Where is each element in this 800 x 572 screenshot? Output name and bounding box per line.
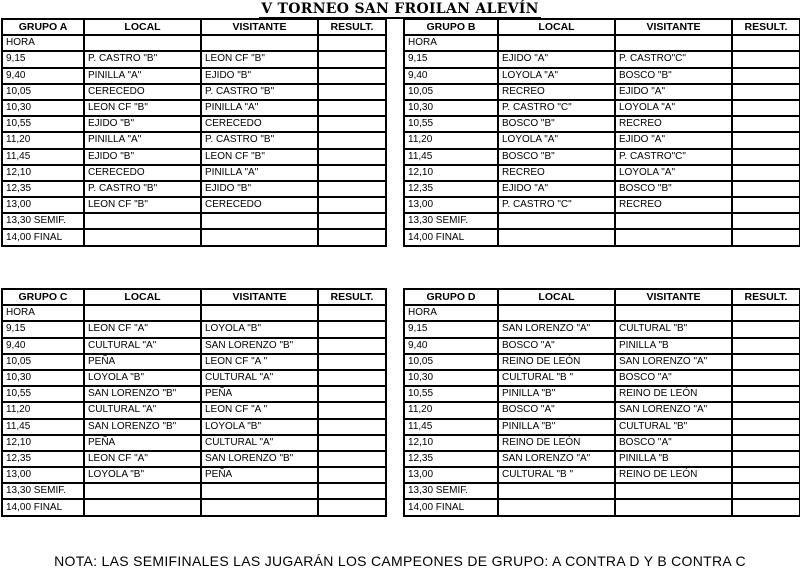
cell-hour: 14,00 FINAL xyxy=(2,499,84,515)
cell-local: SAN LORENZO "B" xyxy=(84,419,201,435)
cell-hour: HORA xyxy=(2,35,84,51)
table-header-row xyxy=(404,289,800,305)
cell-visitor: LOYOLA "A" xyxy=(615,165,732,181)
cell-result[interactable] xyxy=(318,483,386,499)
cell-result[interactable] xyxy=(732,84,800,100)
cell-visitor: LEON CF "B" xyxy=(201,51,318,67)
cell-result[interactable] xyxy=(318,370,386,386)
header-hour: GRUPO B xyxy=(404,19,498,35)
cell-result[interactable] xyxy=(318,149,386,165)
cell-result[interactable] xyxy=(732,402,800,418)
cell-local: BOSCO "A" xyxy=(498,402,615,418)
cell-visitor: EJIDO "B" xyxy=(201,68,318,84)
cell-visitor: PINILLA "B xyxy=(615,338,732,354)
cell-visitor: P. CASTRO"C" xyxy=(615,149,732,165)
cell-local: SAN LORENZO "A" xyxy=(498,321,615,337)
header-result: RESULT. xyxy=(318,19,386,35)
cell-hour: 13,00 xyxy=(404,467,498,483)
cell-hour: 13,30 SEMIF. xyxy=(2,483,84,499)
cell-visitor: CULTURAL "B" xyxy=(615,419,732,435)
cell-visitor xyxy=(615,213,732,229)
cell-hour: HORA xyxy=(404,305,498,321)
cell-result[interactable] xyxy=(318,229,386,245)
table-row xyxy=(2,435,386,451)
table-row xyxy=(2,402,386,418)
cell-hour: 11,20 xyxy=(2,132,84,148)
table-row xyxy=(404,181,800,197)
cell-result[interactable] xyxy=(732,149,800,165)
table-row xyxy=(2,181,386,197)
header-hour: GRUPO A xyxy=(2,19,84,35)
cell-local xyxy=(84,499,201,515)
cell-result[interactable] xyxy=(732,197,800,213)
group-c-table xyxy=(1,288,387,517)
table-row xyxy=(2,386,386,402)
cell-hour: 9,40 xyxy=(2,338,84,354)
group-b-table xyxy=(403,18,800,247)
cell-visitor: PINILLA "A" xyxy=(201,100,318,116)
cell-result[interactable] xyxy=(318,435,386,451)
cell-hour: 11,45 xyxy=(2,149,84,165)
cell-local: CERECEDO xyxy=(84,84,201,100)
cell-result[interactable] xyxy=(318,338,386,354)
cell-local: CULTURAL "B " xyxy=(498,370,615,386)
table-row xyxy=(2,499,386,515)
cell-local xyxy=(498,35,615,51)
cell-hour: 9,15 xyxy=(404,321,498,337)
header-local: LOCAL xyxy=(498,19,615,35)
cell-visitor xyxy=(201,499,318,515)
table-row xyxy=(404,467,800,483)
cell-visitor: RECREO xyxy=(615,197,732,213)
cell-result[interactable] xyxy=(732,435,800,451)
table-row xyxy=(404,197,800,213)
cell-visitor: LEON CF "A " xyxy=(201,402,318,418)
cell-visitor: EJIDO "A" xyxy=(615,132,732,148)
document-title-bar xyxy=(0,0,800,17)
cell-result[interactable] xyxy=(318,321,386,337)
cell-result[interactable] xyxy=(318,165,386,181)
table-row xyxy=(2,321,386,337)
header-local: LOCAL xyxy=(498,289,615,305)
table-row xyxy=(404,499,800,515)
cell-result[interactable] xyxy=(732,132,800,148)
table-row xyxy=(404,435,800,451)
table-row xyxy=(404,100,800,116)
table-row xyxy=(2,165,386,181)
cell-result[interactable] xyxy=(318,197,386,213)
group-d-table xyxy=(403,288,800,517)
cell-result[interactable] xyxy=(732,370,800,386)
table-row xyxy=(2,149,386,165)
table-row xyxy=(404,483,800,499)
table-row xyxy=(404,229,800,245)
cell-local xyxy=(84,35,201,51)
cell-visitor: BOSCO "A" xyxy=(615,370,732,386)
cell-visitor xyxy=(201,229,318,245)
table-row xyxy=(2,305,386,321)
cell-result[interactable] xyxy=(732,68,800,84)
cell-hour: 12,35 xyxy=(404,451,498,467)
cell-result[interactable] xyxy=(732,305,800,321)
table-row xyxy=(2,84,386,100)
semifinal-note: NOTA: LAS SEMIFINALES LAS JUGARÁN LOS CAMPEONES DE GRUPO: A CONTRA D Y B CONTRA C xyxy=(54,553,746,569)
cell-result[interactable] xyxy=(732,467,800,483)
cell-visitor: REINO DE LEÓN xyxy=(615,467,732,483)
table-row xyxy=(404,354,800,370)
table-row xyxy=(404,419,800,435)
table-row xyxy=(2,68,386,84)
cell-result[interactable] xyxy=(318,402,386,418)
cell-local: PINILLA "A" xyxy=(84,68,201,84)
cell-hour: 10,55 xyxy=(2,386,84,402)
cell-visitor: REINO DE LEÓN xyxy=(615,386,732,402)
cell-hour: 13,00 xyxy=(2,197,84,213)
table-row xyxy=(2,213,386,229)
cell-result[interactable] xyxy=(732,419,800,435)
cell-result[interactable] xyxy=(318,451,386,467)
cell-visitor xyxy=(615,229,732,245)
cell-visitor xyxy=(615,305,732,321)
cell-visitor xyxy=(615,499,732,515)
cell-hour: 11,45 xyxy=(404,419,498,435)
cell-local: CERECEDO xyxy=(84,165,201,181)
cell-hour: 10,05 xyxy=(404,354,498,370)
cell-result[interactable] xyxy=(732,338,800,354)
cell-hour: 12,35 xyxy=(404,181,498,197)
cell-result[interactable] xyxy=(732,100,800,116)
cell-visitor: EJIDO "A" xyxy=(615,84,732,100)
cell-visitor: LOYOLA "A" xyxy=(615,100,732,116)
cell-local: CULTURAL "A" xyxy=(84,338,201,354)
cell-hour: 14,00 FINAL xyxy=(404,229,498,245)
cell-hour: 14,00 FINAL xyxy=(404,499,498,515)
cell-hour: 12,35 xyxy=(2,451,84,467)
cell-result[interactable] xyxy=(318,84,386,100)
cell-hour: HORA xyxy=(404,35,498,51)
cell-visitor: LOYOLA "B" xyxy=(201,321,318,337)
cell-local: BOSCO "A" xyxy=(498,338,615,354)
cell-hour: 13,30 SEMIF. xyxy=(2,213,84,229)
cell-hour: 9,15 xyxy=(2,321,84,337)
cell-local: P. CASTRO "C" xyxy=(498,197,615,213)
table-row xyxy=(404,370,800,386)
cell-visitor xyxy=(201,35,318,51)
header-local: LOCAL xyxy=(84,289,201,305)
cell-result[interactable] xyxy=(318,68,386,84)
cell-local: PINILLA "A" xyxy=(84,132,201,148)
cell-visitor: PEÑA xyxy=(201,386,318,402)
header-visitor: VISITANTE xyxy=(615,289,732,305)
cell-hour: 9,15 xyxy=(2,51,84,67)
cell-result[interactable] xyxy=(318,51,386,67)
cell-visitor: CULTURAL "B" xyxy=(615,321,732,337)
header-local: LOCAL xyxy=(84,19,201,35)
header-visitor: VISITANTE xyxy=(615,19,732,35)
cell-visitor: LOYOLA "B" xyxy=(201,419,318,435)
cell-hour: 9,40 xyxy=(2,68,84,84)
cell-local: BOSCO "B" xyxy=(498,116,615,132)
cell-result[interactable] xyxy=(732,386,800,402)
cell-hour: 10,55 xyxy=(2,116,84,132)
cell-local: CULTURAL "B " xyxy=(498,467,615,483)
cell-visitor: SAN LORENZO "B" xyxy=(201,451,318,467)
cell-local xyxy=(84,213,201,229)
group-a-table xyxy=(1,18,387,247)
cell-hour: 9,40 xyxy=(404,338,498,354)
cell-visitor: PEÑA xyxy=(201,467,318,483)
cell-local: PINILLA "B" xyxy=(498,419,615,435)
cell-hour: 13,00 xyxy=(2,467,84,483)
cell-hour: 10,30 xyxy=(2,100,84,116)
table-header-row xyxy=(404,19,800,35)
cell-local: RECREO xyxy=(498,84,615,100)
cell-visitor: CULTURAL "A" xyxy=(201,435,318,451)
cell-visitor xyxy=(201,213,318,229)
cell-visitor: RECREO xyxy=(615,116,732,132)
table-row xyxy=(2,35,386,51)
cell-visitor: SAN LORENZO "B" xyxy=(201,338,318,354)
cell-hour: 10,30 xyxy=(404,370,498,386)
table-header-row xyxy=(2,19,386,35)
cell-result[interactable] xyxy=(318,35,386,51)
cell-local xyxy=(498,213,615,229)
cell-visitor: P. CASTRO "B" xyxy=(201,132,318,148)
table-row xyxy=(404,386,800,402)
table-row xyxy=(2,338,386,354)
cell-local xyxy=(84,305,201,321)
cell-result[interactable] xyxy=(318,467,386,483)
cell-hour: 10,05 xyxy=(404,84,498,100)
cell-hour: 13,30 SEMIF. xyxy=(404,213,498,229)
cell-result[interactable] xyxy=(318,386,386,402)
cell-hour: 10,55 xyxy=(404,386,498,402)
cell-result[interactable] xyxy=(732,116,800,132)
header-result: RESULT. xyxy=(318,289,386,305)
header-result: RESULT. xyxy=(732,19,800,35)
cell-local xyxy=(498,499,615,515)
cell-local: P. CASTRO "C" xyxy=(498,100,615,116)
cell-local: LEON CF "B" xyxy=(84,100,201,116)
cell-hour: 10,05 xyxy=(2,354,84,370)
table-row xyxy=(404,165,800,181)
table-row xyxy=(404,338,800,354)
cell-hour: 10,30 xyxy=(2,370,84,386)
cell-hour: 12,10 xyxy=(2,165,84,181)
cell-local xyxy=(84,229,201,245)
cell-visitor: P. CASTRO "B" xyxy=(201,84,318,100)
cell-visitor: BOSCO "B" xyxy=(615,68,732,84)
cell-visitor: CERECEDO xyxy=(201,197,318,213)
cell-local: CULTURAL "A" xyxy=(84,402,201,418)
cell-visitor: CULTURAL "A" xyxy=(201,370,318,386)
table-row xyxy=(2,229,386,245)
table-row xyxy=(404,68,800,84)
cell-hour: 14,00 FINAL xyxy=(2,229,84,245)
cell-result[interactable] xyxy=(732,51,800,67)
cell-visitor: PINILLA "B xyxy=(615,451,732,467)
cell-result[interactable] xyxy=(732,165,800,181)
cell-result[interactable] xyxy=(732,35,800,51)
cell-result[interactable] xyxy=(732,321,800,337)
cell-local: EJIDO "B" xyxy=(84,149,201,165)
cell-result[interactable] xyxy=(318,354,386,370)
cell-result[interactable] xyxy=(318,132,386,148)
table-row xyxy=(404,402,800,418)
table-row xyxy=(404,149,800,165)
table-row xyxy=(404,51,800,67)
cell-result[interactable] xyxy=(318,419,386,435)
document-title: V TORNEO SAN FROILAN ALEVÍN xyxy=(261,1,539,17)
cell-visitor: P. CASTRO"C" xyxy=(615,51,732,67)
cell-hour: 11,45 xyxy=(2,419,84,435)
cell-local: EJIDO "A" xyxy=(498,181,615,197)
cell-hour: 11,20 xyxy=(404,402,498,418)
cell-hour: 10,55 xyxy=(404,116,498,132)
cell-local xyxy=(84,483,201,499)
cell-local: PEÑA xyxy=(84,354,201,370)
cell-local: P. CASTRO "B" xyxy=(84,51,201,67)
cell-visitor xyxy=(201,305,318,321)
cell-hour: 13,00 xyxy=(404,197,498,213)
header-hour: GRUPO D xyxy=(404,289,498,305)
cell-visitor xyxy=(615,483,732,499)
cell-hour: 9,40 xyxy=(404,68,498,84)
cell-result[interactable] xyxy=(732,229,800,245)
cell-local: SAN LORENZO "B" xyxy=(84,386,201,402)
cell-hour: 9,15 xyxy=(404,51,498,67)
cell-hour: 11,45 xyxy=(404,149,498,165)
table-row xyxy=(404,84,800,100)
cell-visitor: BOSCO "A" xyxy=(615,435,732,451)
cell-result[interactable] xyxy=(732,181,800,197)
cell-local: LEON CF "A" xyxy=(84,321,201,337)
cell-local: PINILLA "B" xyxy=(498,386,615,402)
cell-result[interactable] xyxy=(318,499,386,515)
cell-visitor: LEON CF "A " xyxy=(201,354,318,370)
cell-visitor xyxy=(615,35,732,51)
table-row xyxy=(2,354,386,370)
cell-visitor: CERECEDO xyxy=(201,116,318,132)
cell-visitor: SAN LORENZO "A" xyxy=(615,354,732,370)
cell-local: REINO DE LEÓN xyxy=(498,354,615,370)
cell-hour: 10,30 xyxy=(404,100,498,116)
table-row xyxy=(2,483,386,499)
cell-result[interactable] xyxy=(318,181,386,197)
table-row xyxy=(404,213,800,229)
header-result: RESULT. xyxy=(732,289,800,305)
cell-local: LEON CF "B" xyxy=(84,197,201,213)
cell-hour: 10,05 xyxy=(2,84,84,100)
table-row xyxy=(2,419,386,435)
cell-local: LOYOLA "B" xyxy=(84,467,201,483)
cell-result[interactable] xyxy=(318,116,386,132)
cell-local: RECREO xyxy=(498,165,615,181)
cell-hour: 11,20 xyxy=(404,132,498,148)
cell-hour: 11,20 xyxy=(2,402,84,418)
cell-result[interactable] xyxy=(732,354,800,370)
cell-local: EJIDO "A" xyxy=(498,51,615,67)
cell-local: P. CASTRO "B" xyxy=(84,181,201,197)
table-row xyxy=(404,35,800,51)
header-visitor: VISITANTE xyxy=(201,19,318,35)
table-row xyxy=(2,132,386,148)
table-row xyxy=(2,197,386,213)
cell-hour: 12,10 xyxy=(404,165,498,181)
cell-visitor: EJIDO "B" xyxy=(201,181,318,197)
cell-local xyxy=(498,483,615,499)
cell-visitor: SAN LORENZO "A" xyxy=(615,402,732,418)
cell-hour: HORA xyxy=(2,305,84,321)
cell-hour: 12,35 xyxy=(2,181,84,197)
table-row xyxy=(404,305,800,321)
table-row xyxy=(2,51,386,67)
cell-result[interactable] xyxy=(732,499,800,515)
cell-local: LOYOLA "B" xyxy=(84,370,201,386)
cell-local: REINO DE LEÓN xyxy=(498,435,615,451)
table-row xyxy=(404,321,800,337)
cell-hour: 12,10 xyxy=(2,435,84,451)
table-row xyxy=(404,132,800,148)
cell-local: SAN LORENZO "A" xyxy=(498,451,615,467)
header-hour: GRUPO C xyxy=(2,289,84,305)
cell-result[interactable] xyxy=(318,100,386,116)
cell-local: BOSCO "B" xyxy=(498,149,615,165)
table-row xyxy=(404,116,800,132)
cell-hour: 12,10 xyxy=(404,435,498,451)
cell-local: PEÑA xyxy=(84,435,201,451)
cell-result[interactable] xyxy=(732,213,800,229)
cell-local xyxy=(498,305,615,321)
cell-result[interactable] xyxy=(732,451,800,467)
table-row xyxy=(404,451,800,467)
cell-result[interactable] xyxy=(732,483,800,499)
header-visitor: VISITANTE xyxy=(201,289,318,305)
cell-local xyxy=(498,229,615,245)
table-row xyxy=(2,370,386,386)
cell-local: LOYOLA "A" xyxy=(498,68,615,84)
cell-result[interactable] xyxy=(318,213,386,229)
cell-result[interactable] xyxy=(318,305,386,321)
table-row xyxy=(2,116,386,132)
cell-local: EJIDO "B" xyxy=(84,116,201,132)
cell-visitor: PINILLA "A" xyxy=(201,165,318,181)
table-header-row xyxy=(2,289,386,305)
cell-local: LEON CF "A" xyxy=(84,451,201,467)
cell-visitor: LEON CF "B" xyxy=(201,149,318,165)
table-row xyxy=(2,451,386,467)
cell-visitor xyxy=(201,483,318,499)
cell-visitor: BOSCO "B" xyxy=(615,181,732,197)
cell-hour: 13,30 SEMIF. xyxy=(404,483,498,499)
cell-local: LOYOLA "A" xyxy=(498,132,615,148)
table-row xyxy=(2,467,386,483)
table-row xyxy=(2,100,386,116)
